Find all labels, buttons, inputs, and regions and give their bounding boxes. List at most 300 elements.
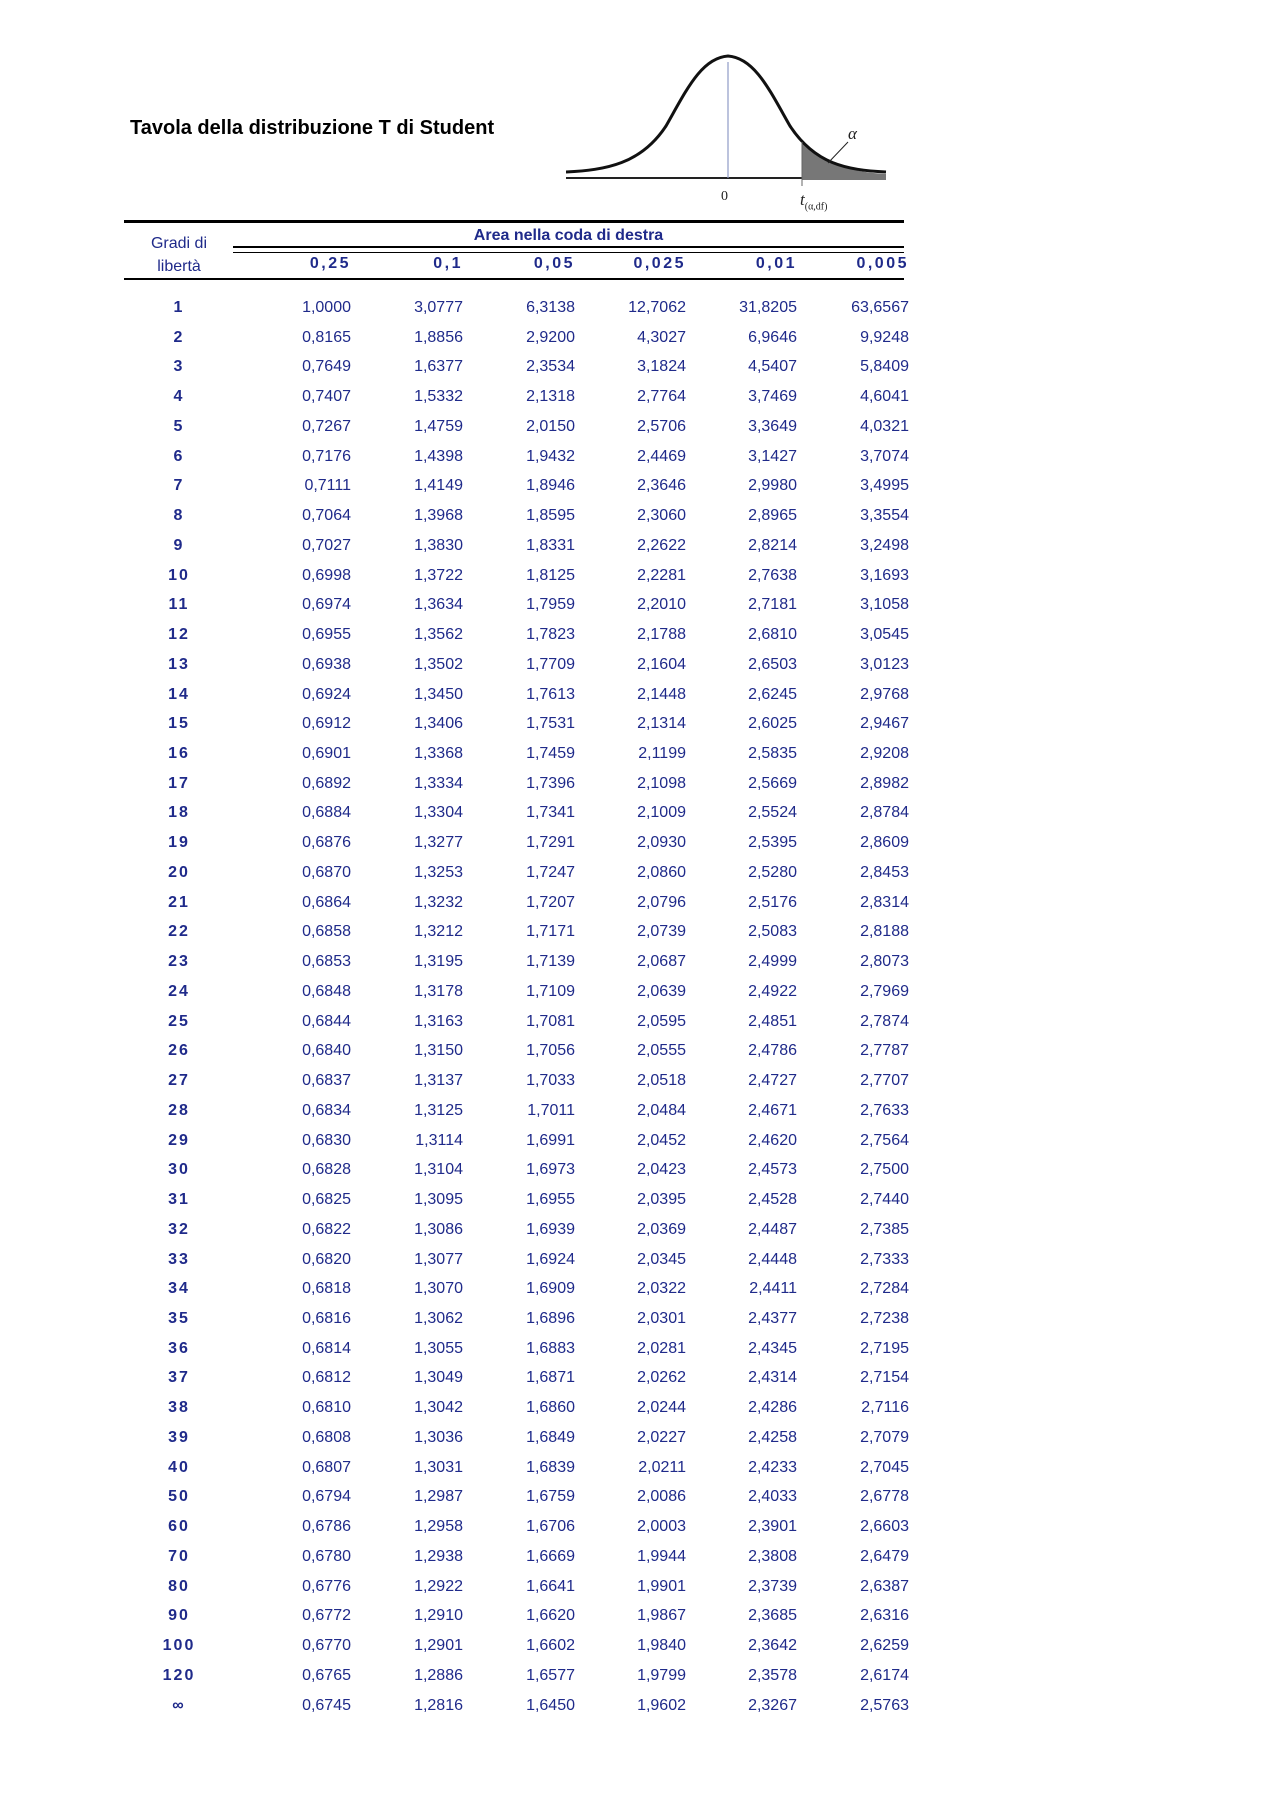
critical-value-cell: 0,6858 [302, 923, 351, 941]
critical-value-cell: 2,0211 [638, 1458, 686, 1476]
degrees-of-freedom-cell: 23 [168, 953, 190, 971]
critical-value-cell: 0,6955 [302, 626, 351, 644]
table-row [124, 473, 909, 503]
critical-value-cell: 1,6849 [526, 1428, 575, 1446]
critical-value-cell: 1,3125 [414, 1101, 463, 1119]
critical-value-cell: 1,4759 [414, 417, 463, 435]
table-row [124, 711, 909, 741]
critical-value-cell: 1,8125 [526, 566, 575, 584]
critical-value-cell: 2,7116 [861, 1399, 909, 1417]
degrees-of-freedom-cell: 100 [162, 1637, 196, 1655]
critical-value-cell: 1,3042 [414, 1399, 463, 1417]
critical-value-cell: 1,3195 [414, 953, 463, 971]
critical-value-cell: 0,6998 [302, 566, 351, 584]
critical-value-cell: 2,4620 [748, 1131, 797, 1149]
critical-value-cell: 1,3502 [414, 655, 463, 673]
critical-value-cell: 0,6924 [302, 685, 351, 703]
curve-zero-label: 0 [721, 189, 728, 204]
critical-value-cell: 0,6864 [302, 893, 351, 911]
critical-value-cell: 2,8982 [860, 774, 909, 792]
critical-value-cell: 2,8784 [860, 804, 909, 822]
table-row [124, 1128, 909, 1158]
critical-value-cell: 2,4314 [748, 1369, 797, 1387]
degrees-of-freedom-cell: 16 [168, 745, 190, 763]
table-row [124, 1574, 909, 1604]
critical-value-cell: 2,0086 [637, 1488, 686, 1506]
critical-value-cell: 0,7267 [302, 417, 351, 435]
critical-value-cell: 2,1098 [637, 774, 686, 792]
critical-value-cell: 2,9467 [860, 715, 909, 733]
degrees-of-freedom-cell: 39 [168, 1428, 190, 1446]
degrees-of-freedom-cell: 1 [173, 299, 185, 316]
table-row [124, 592, 909, 622]
table-row [124, 354, 909, 384]
critical-value-cell: 1,3095 [414, 1191, 463, 1209]
critical-value-cell: 1,3114 [415, 1131, 463, 1149]
critical-value-cell: 0,6901 [302, 745, 351, 763]
critical-value-cell: 2,0796 [637, 893, 686, 911]
critical-value-cell: 1,3253 [414, 863, 463, 881]
column-header-alpha: 0,25 [309, 255, 351, 272]
critical-value-cell: 2,4922 [748, 982, 797, 1000]
degrees-of-freedom-cell: 12 [168, 626, 190, 644]
degrees-of-freedom-cell: 19 [168, 834, 190, 852]
df-column-header: Gradi di libertà [150, 235, 208, 275]
table-row [124, 1455, 909, 1485]
table-row [124, 444, 909, 474]
critical-value-cell: 1,4149 [414, 477, 463, 495]
degrees-of-freedom-cell: 34 [168, 1280, 190, 1298]
critical-value-cell: 2,7638 [748, 566, 797, 584]
critical-value-cell: 1,9799 [637, 1666, 686, 1684]
critical-value-cell: 2,0484 [637, 1101, 686, 1119]
degrees-of-freedom-cell: 60 [168, 1518, 190, 1536]
critical-value-cell: 2,5524 [748, 804, 797, 822]
critical-value-cell: 0,6812 [302, 1369, 351, 1387]
critical-value-cell: 1,7247 [526, 863, 575, 881]
critical-value-cell: 2,4671 [748, 1101, 797, 1119]
degrees-of-freedom-cell: 8 [173, 507, 185, 525]
column-header-alpha: 0,1 [433, 255, 463, 272]
critical-value-cell: 2,2281 [637, 566, 686, 584]
critical-value-cell: 2,4258 [748, 1428, 797, 1446]
table-row [124, 1336, 909, 1366]
critical-value-cell: 2,6778 [860, 1488, 909, 1506]
critical-value-cell: 2,6810 [748, 626, 797, 644]
degrees-of-freedom-cell: 18 [168, 804, 190, 822]
critical-value-cell: 0,7027 [302, 536, 351, 554]
critical-value-cell: 0,6770 [302, 1637, 351, 1655]
critical-value-cell: 0,6884 [302, 804, 351, 822]
critical-value-cell: 0,6825 [302, 1191, 351, 1209]
critical-value-cell: 2,0369 [637, 1220, 686, 1238]
degrees-of-freedom-cell: 13 [168, 655, 190, 673]
alpha-pointer-line [828, 142, 848, 163]
table-row [124, 622, 909, 652]
critical-value-cell: 1,0000 [302, 299, 351, 316]
table-row [124, 1038, 909, 1068]
critical-value-cell: 6,3138 [526, 299, 575, 316]
critical-value-cell: 2,4033 [748, 1488, 797, 1506]
critical-value-cell: 0,6776 [302, 1577, 351, 1595]
table-row [124, 1544, 909, 1574]
critical-value-cell: 2,9768 [860, 685, 909, 703]
critical-value-cell: 2,3578 [748, 1666, 797, 1684]
critical-value-cell: 0,7176 [302, 447, 351, 465]
page-title: Tavola della distribuzione T di Student [130, 117, 495, 139]
critical-value-cell: 1,6759 [526, 1488, 575, 1506]
critical-value-cell: 1,3277 [414, 834, 463, 852]
critical-value-cell: 2,5669 [748, 774, 797, 792]
critical-value-cell: 1,7207 [526, 893, 575, 911]
critical-value-cell: 2,0395 [637, 1191, 686, 1209]
degrees-of-freedom-cell: 24 [168, 982, 190, 1000]
table-row [124, 563, 909, 593]
critical-value-cell: 1,7139 [526, 953, 575, 971]
critical-value-cell: 1,6991 [526, 1131, 575, 1149]
critical-value-cell: 1,3036 [414, 1428, 463, 1446]
critical-value-cell: 1,3055 [414, 1339, 463, 1357]
critical-value-cell: 3,0777 [414, 299, 463, 316]
critical-value-cell: 2,0301 [637, 1309, 686, 1327]
critical-value-cell: 1,2910 [414, 1607, 463, 1625]
critical-value-cell: 1,6924 [526, 1250, 575, 1268]
critical-value-cell: 2,7969 [860, 982, 909, 1000]
critical-value-cell: 1,6839 [526, 1458, 575, 1476]
degrees-of-freedom-cell: 36 [168, 1339, 190, 1357]
critical-value-cell: 1,8595 [526, 507, 575, 525]
critical-value-cell: 2,0639 [637, 982, 686, 1000]
table-row [124, 1187, 909, 1217]
critical-value-cell: 1,6955 [526, 1191, 575, 1209]
critical-value-cell: 0,6814 [302, 1339, 351, 1357]
critical-value-cell: 2,3808 [748, 1547, 797, 1565]
critical-value-cell: 0,6892 [302, 774, 351, 792]
column-header-alpha: 0,005 [856, 255, 909, 272]
critical-value-cell: 1,3049 [414, 1369, 463, 1387]
critical-value-cell: 1,3562 [414, 626, 463, 644]
table-row [124, 919, 909, 949]
critical-value-cell: 1,3450 [414, 685, 463, 703]
critical-value-cell: 2,3685 [748, 1607, 797, 1625]
critical-value-cell: 0,6974 [302, 596, 351, 614]
critical-value-cell: 2,1788 [637, 626, 686, 644]
degrees-of-freedom-cell: 32 [168, 1220, 190, 1238]
critical-value-cell: 2,7181 [748, 596, 797, 614]
degrees-of-freedom-cell: 37 [168, 1369, 190, 1387]
critical-value-cell: 1,3070 [414, 1280, 463, 1298]
critical-value-cell: 2,7500 [860, 1161, 909, 1179]
critical-value-cell: 2,0227 [637, 1428, 686, 1446]
critical-value-cell: 0,6840 [302, 1042, 351, 1060]
critical-value-cell: 2,4286 [748, 1399, 797, 1417]
table-row [124, 1276, 909, 1306]
degrees-of-freedom-cell: 15 [168, 715, 190, 733]
critical-value-cell: 1,7033 [526, 1072, 575, 1090]
critical-value-cell: 0,6765 [302, 1666, 351, 1684]
critical-value-cell: 31,8205 [739, 299, 797, 316]
critical-value-cell: 0,6837 [302, 1072, 351, 1090]
table-row [124, 1157, 909, 1187]
critical-value-cell: 1,2958 [414, 1518, 463, 1536]
critical-value-cell: 1,3104 [414, 1161, 463, 1179]
critical-value-cell: 2,0281 [637, 1339, 686, 1357]
critical-value-cell: 1,3830 [414, 536, 463, 554]
table-row [124, 1484, 909, 1514]
degrees-of-freedom-cell: 80 [168, 1577, 190, 1595]
critical-value-cell: 2,0687 [637, 953, 686, 971]
critical-value-cell: 2,3642 [748, 1637, 797, 1655]
critical-value-cell: 1,3062 [414, 1309, 463, 1327]
degrees-of-freedom-cell: 21 [168, 893, 190, 911]
critical-value-cell: 2,3060 [637, 507, 686, 525]
critical-value-cell: 2,4469 [637, 447, 686, 465]
critical-value-cell: 4,0321 [860, 417, 909, 435]
table-row [124, 1693, 909, 1723]
critical-value-cell: 1,5332 [414, 388, 463, 406]
critical-value-cell: 2,7079 [860, 1428, 909, 1446]
critical-value-cell: 3,3554 [860, 507, 909, 525]
critical-value-cell: 2,1199 [638, 745, 686, 763]
table-header-rule [124, 278, 904, 280]
degrees-of-freedom-cell: 3 [173, 358, 185, 376]
critical-value-cell: 1,3137 [414, 1072, 463, 1090]
critical-value-cell: 1,6669 [526, 1547, 575, 1565]
table-row [124, 1306, 909, 1336]
critical-value-cell: 2,8453 [860, 863, 909, 881]
critical-value-cell: 2,7238 [860, 1309, 909, 1327]
critical-value-cell: 2,6479 [860, 1547, 909, 1565]
critical-value-cell: 9,9248 [860, 328, 909, 346]
alpha-label: α [848, 124, 857, 143]
critical-value-cell: 2,7385 [860, 1220, 909, 1238]
critical-value-cell: 1,9867 [637, 1607, 686, 1625]
critical-value-cell: 2,1448 [637, 685, 686, 703]
critical-value-cell: 4,3027 [637, 328, 686, 346]
critical-value-cell: 2,6259 [860, 1637, 909, 1655]
critical-value-cell: 0,6816 [302, 1309, 351, 1327]
table-row [124, 1009, 909, 1039]
column-header-alpha: 0,025 [633, 255, 686, 272]
critical-value-cell: 2,9200 [526, 328, 575, 346]
critical-value-cell: 0,6807 [302, 1458, 351, 1476]
critical-value-cell: 1,3163 [414, 1012, 463, 1030]
critical-value-cell: 1,9602 [637, 1696, 686, 1714]
critical-value-cell: 6,9646 [748, 328, 797, 346]
critical-value-cell: 0,6938 [302, 655, 351, 673]
critical-value-cell: 0,6808 [302, 1428, 351, 1446]
table-row [124, 1247, 909, 1277]
critical-value-cell: 2,0595 [637, 1012, 686, 1030]
critical-value-cell: 1,3368 [414, 745, 463, 763]
critical-value-cell: 1,3212 [414, 923, 463, 941]
critical-value-cell: 1,3406 [414, 715, 463, 733]
table-row [124, 1365, 909, 1395]
critical-value-cell: 1,2901 [414, 1637, 463, 1655]
critical-value-cell: 2,4851 [748, 1012, 797, 1030]
degrees-of-freedom-cell: 20 [168, 863, 190, 881]
critical-value-cell: 4,6041 [860, 388, 909, 406]
critical-value-cell: 0,6912 [302, 715, 351, 733]
critical-value-cell: 2,9980 [748, 477, 797, 495]
table-row [124, 1603, 909, 1633]
degrees-of-freedom-cell: 5 [173, 417, 185, 435]
critical-value-cell: 2,3534 [526, 358, 575, 376]
critical-value-cell: 1,3150 [414, 1042, 463, 1060]
table-row [124, 325, 909, 355]
critical-value-cell: 3,3649 [748, 417, 797, 435]
critical-value-cell: 0,6876 [302, 834, 351, 852]
t-distribution-curve-figure [566, 46, 896, 216]
critical-value-cell: 2,5176 [748, 893, 797, 911]
critical-value-cell: 2,1318 [526, 388, 575, 406]
critical-value-cell: 1,7459 [526, 745, 575, 763]
critical-value-cell: 2,0555 [637, 1042, 686, 1060]
critical-value-cell: 2,0003 [637, 1518, 686, 1536]
critical-value-cell: 0,6853 [302, 953, 351, 971]
critical-value-cell: 2,1314 [637, 715, 686, 733]
degrees-of-freedom-cell: 29 [168, 1131, 190, 1149]
critical-value-cell: 1,6706 [526, 1518, 575, 1536]
degrees-of-freedom-cell: 14 [168, 685, 190, 703]
critical-value-cell: 2,4377 [748, 1309, 797, 1327]
critical-value-cell: 0,7111 [304, 477, 351, 495]
table-row [124, 533, 909, 563]
table-row [124, 830, 909, 860]
critical-value-cell: 2,6387 [860, 1577, 909, 1595]
critical-value-cell: 2,7874 [860, 1012, 909, 1030]
degrees-of-freedom-cell: 33 [168, 1250, 190, 1268]
critical-value-cell: 2,8073 [860, 953, 909, 971]
degrees-of-freedom-cell: 11 [168, 596, 190, 614]
critical-value-cell: 1,2922 [414, 1577, 463, 1595]
degrees-of-freedom-cell: 35 [168, 1309, 190, 1327]
critical-value-cell: 2,7707 [860, 1072, 909, 1090]
critical-value-cell: 2,0262 [637, 1369, 686, 1387]
right-tail-shaded-area [802, 142, 886, 180]
critical-value-cell: 2,0150 [526, 417, 575, 435]
critical-value-cell: 2,7440 [860, 1191, 909, 1209]
critical-value-cell: 2,7333 [860, 1250, 909, 1268]
critical-value-cell: 2,7787 [860, 1042, 909, 1060]
critical-value-cell: 1,7531 [526, 715, 575, 733]
critical-value-cell: 5,8409 [860, 358, 909, 376]
table-row [124, 503, 909, 533]
critical-value-cell: 2,2622 [637, 536, 686, 554]
critical-value-cell: 0,6820 [302, 1250, 351, 1268]
critical-value-cell: 2,0423 [637, 1161, 686, 1179]
critical-value-cell: 1,7959 [526, 596, 575, 614]
critical-value-cell: 2,8188 [860, 923, 909, 941]
critical-value-cell: 0,6834 [302, 1101, 351, 1119]
area-header-rule-thin [233, 252, 904, 253]
degrees-of-freedom-cell: 50 [168, 1488, 190, 1506]
critical-value-cell: 1,3031 [414, 1458, 463, 1476]
critical-value-cell: 0,6822 [302, 1220, 351, 1238]
critical-value-cell: 2,0452 [637, 1131, 686, 1149]
critical-value-cell: 2,5835 [748, 745, 797, 763]
critical-value-cell: 0,6745 [302, 1696, 351, 1714]
table-row [124, 741, 909, 771]
critical-value-cell: 1,3178 [414, 982, 463, 1000]
critical-value-cell: 1,3086 [414, 1220, 463, 1238]
critical-value-cell: 1,2938 [414, 1547, 463, 1565]
critical-value-cell: 1,8856 [414, 328, 463, 346]
critical-value-cell: 2,8609 [860, 834, 909, 852]
critical-value-cell: 2,5763 [860, 1696, 909, 1714]
critical-value-cell: 2,1604 [637, 655, 686, 673]
critical-value-cell: 1,8331 [526, 536, 575, 554]
critical-value-cell: 1,3334 [414, 774, 463, 792]
critical-value-cell: 0,6830 [302, 1131, 351, 1149]
critical-value-cell: 1,6973 [526, 1161, 575, 1179]
critical-value-cell: 1,6871 [526, 1369, 575, 1387]
critical-value-cell: 1,6641 [526, 1577, 575, 1595]
degrees-of-freedom-cell: 25 [168, 1012, 190, 1030]
critical-value-cell: 0,8165 [302, 328, 351, 346]
degrees-of-freedom-cell: 90 [168, 1607, 190, 1625]
critical-value-cell: 1,7341 [526, 804, 575, 822]
critical-value-cell: 3,0545 [860, 626, 909, 644]
table-row [124, 1098, 909, 1128]
critical-value-cell: 1,3304 [414, 804, 463, 822]
table-row [124, 682, 909, 712]
degrees-of-freedom-cell: 17 [168, 774, 190, 792]
critical-value-cell: 1,2987 [414, 1488, 463, 1506]
critical-value-cell: 1,3634 [414, 596, 463, 614]
degrees-of-freedom-cell: 31 [168, 1191, 190, 1209]
critical-value-cell: 2,7195 [860, 1339, 909, 1357]
critical-value-cell: 2,4487 [748, 1220, 797, 1238]
table-top-rule [124, 220, 904, 223]
degrees-of-freedom-cell: 22 [168, 923, 190, 941]
critical-value-cell: 4,5407 [748, 358, 797, 376]
critical-value-cell: 1,8946 [526, 477, 575, 495]
critical-value-cell: 3,2498 [860, 536, 909, 554]
critical-value-cell: 2,6245 [748, 685, 797, 703]
critical-value-cell: 2,0345 [637, 1250, 686, 1268]
table-row [124, 1068, 909, 1098]
critical-value-cell: 0,6794 [302, 1488, 351, 1506]
critical-value-cell: 2,3739 [748, 1577, 797, 1595]
critical-value-cell: 0,6786 [302, 1518, 351, 1536]
table-row [124, 384, 909, 414]
critical-value-cell: 0,6848 [302, 982, 351, 1000]
critical-value-cell: 2,8314 [860, 893, 909, 911]
critical-value-cell: 2,7284 [860, 1280, 909, 1298]
table-row [124, 949, 909, 979]
critical-value-cell: 1,7823 [526, 626, 575, 644]
critical-value-cell: 1,6377 [414, 358, 463, 376]
critical-value-cell: 2,0322 [637, 1280, 686, 1298]
critical-value-cell: 2,5280 [748, 863, 797, 881]
table-row [124, 1217, 909, 1247]
critical-value-cell: 2,9208 [860, 745, 909, 763]
critical-value-cell: 2,4233 [748, 1458, 797, 1476]
critical-value-cell: 1,3232 [414, 893, 463, 911]
critical-value-cell: 0,6818 [302, 1280, 351, 1298]
critical-value-cell: 2,6174 [860, 1666, 909, 1684]
critical-value-cell: 1,6860 [526, 1399, 575, 1417]
critical-value-cell: 2,0244 [637, 1399, 686, 1417]
critical-value-cell: 1,7109 [526, 982, 575, 1000]
degrees-of-freedom-cell: 26 [168, 1042, 190, 1060]
critical-value-cell: 2,5395 [748, 834, 797, 852]
degrees-of-freedom-cell: 10 [168, 566, 190, 584]
critical-value-cell: 3,1693 [860, 566, 909, 584]
critical-value-cell: 1,3722 [414, 566, 463, 584]
critical-value-cell: 2,7045 [860, 1458, 909, 1476]
